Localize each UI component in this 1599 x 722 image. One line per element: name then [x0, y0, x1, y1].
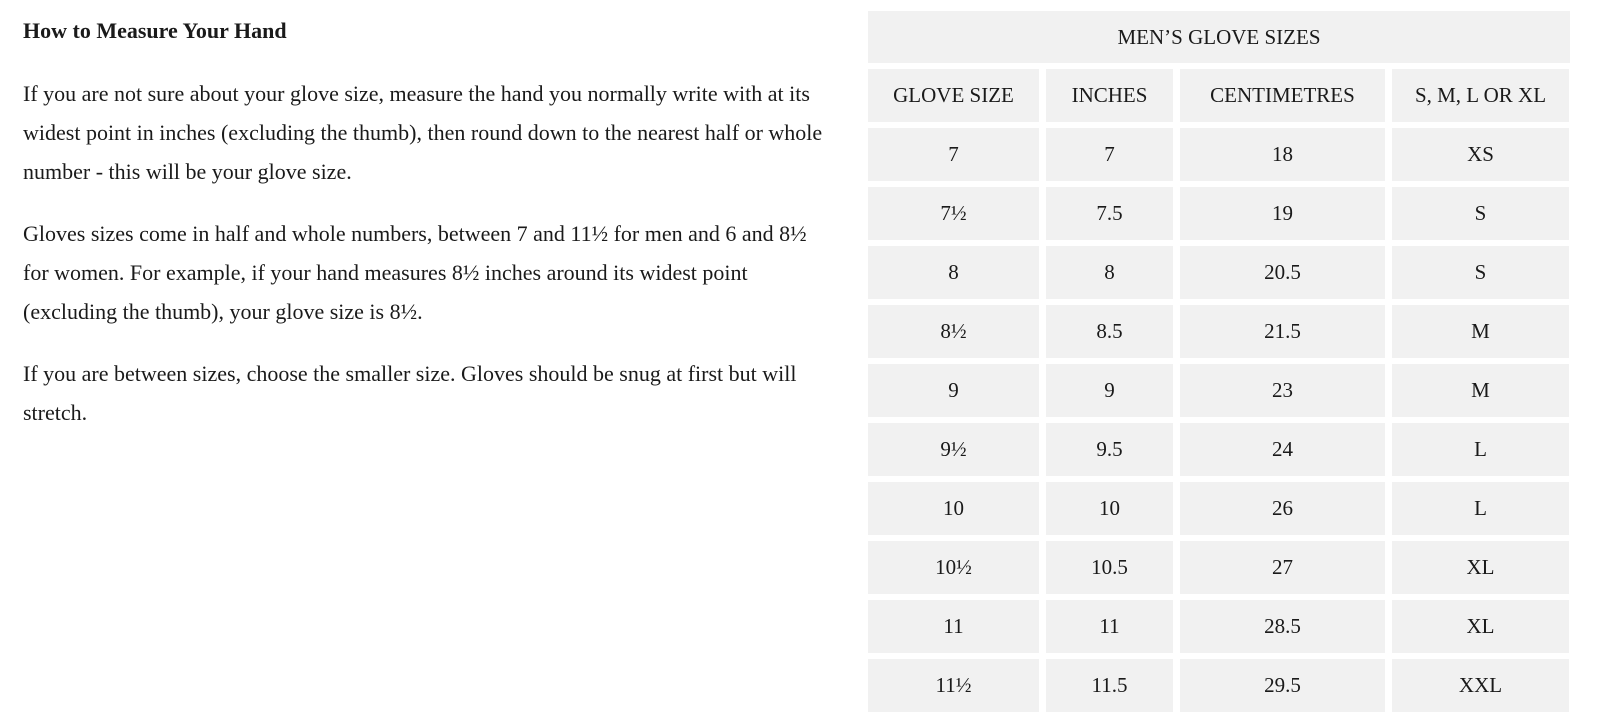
letter-size-cell: XL — [1392, 600, 1569, 653]
guide-paragraph-3: If you are between sizes, choose the smaller size. Gloves should be snug at first but will stretch. — [23, 361, 797, 425]
inches-cell: 11.5 — [1046, 659, 1173, 712]
centimetres-cell: 23 — [1180, 364, 1385, 417]
table-grid — [868, 69, 1570, 712]
letter-size-cell: L — [1392, 482, 1569, 535]
table-title: MEN’S GLOVE SIZES — [868, 11, 1570, 63]
inches-cell: 9.5 — [1046, 423, 1173, 476]
inches-cell: 7.5 — [1046, 187, 1173, 240]
header-glove-size: GLOVE SIZE — [868, 69, 1039, 122]
glove-size-cell: 10½ — [868, 541, 1039, 594]
letter-size-cell: L — [1392, 423, 1569, 476]
letter-size-cell: S — [1392, 187, 1569, 240]
centimetres-cell: 28.5 — [1180, 600, 1385, 653]
inches-cell: 9 — [1046, 364, 1173, 417]
inches-cell: 8.5 — [1046, 305, 1173, 358]
centimetres-cell: 18 — [1180, 128, 1385, 181]
letter-size-cell: XL — [1392, 541, 1569, 594]
header-inches: INCHES — [1046, 69, 1173, 122]
centimetres-cell: 26 — [1180, 482, 1385, 535]
glove-size-cell: 9½ — [868, 423, 1039, 476]
centimetres-cell: 20.5 — [1180, 246, 1385, 299]
glove-size-table — [868, 11, 1570, 712]
centimetres-cell: 21.5 — [1180, 305, 1385, 358]
glove-size-cell: 7½ — [868, 187, 1039, 240]
guide-paragraph-1: If you are not sure about your glove size, measure the hand you normally write with at its widest point in inches (excluding the thumb), then round down to the nearest half or whole number - this will be your glove size. — [23, 81, 823, 184]
guide-paragraph-2: Gloves sizes come in half and whole numbers, between 7 and 11½ for men and 6 and 8½ for women. For example, if your hand measures 8½ inches around its widest point (excluding the thumb), your glove size is 8½. — [23, 221, 807, 324]
centimetres-cell: 24 — [1180, 423, 1385, 476]
inches-cell: 11 — [1046, 600, 1173, 653]
inches-cell: 7 — [1046, 128, 1173, 181]
inches-cell: 8 — [1046, 246, 1173, 299]
guide-heading: How to Measure Your Hand — [23, 18, 287, 43]
glove-size-cell: 11½ — [868, 659, 1039, 712]
glove-size-cell: 7 — [868, 128, 1039, 181]
letter-size-cell: XXL — [1392, 659, 1569, 712]
glove-size-cell: 9 — [868, 364, 1039, 417]
header-centimetres: CENTIMETRES — [1180, 69, 1385, 122]
glove-size-cell: 8 — [868, 246, 1039, 299]
glove-size-cell: 11 — [868, 600, 1039, 653]
inches-cell: 10.5 — [1046, 541, 1173, 594]
letter-size-cell: XS — [1392, 128, 1569, 181]
header-letter-size: S, M, L OR XL — [1392, 69, 1569, 122]
centimetres-cell: 27 — [1180, 541, 1385, 594]
centimetres-cell: 29.5 — [1180, 659, 1385, 712]
letter-size-cell: M — [1392, 305, 1569, 358]
inches-cell: 10 — [1046, 482, 1173, 535]
glove-size-cell: 8½ — [868, 305, 1039, 358]
centimetres-cell: 19 — [1180, 187, 1385, 240]
glove-size-cell: 10 — [868, 482, 1039, 535]
letter-size-cell: S — [1392, 246, 1569, 299]
letter-size-cell: M — [1392, 364, 1569, 417]
measure-guide — [23, 14, 823, 455]
